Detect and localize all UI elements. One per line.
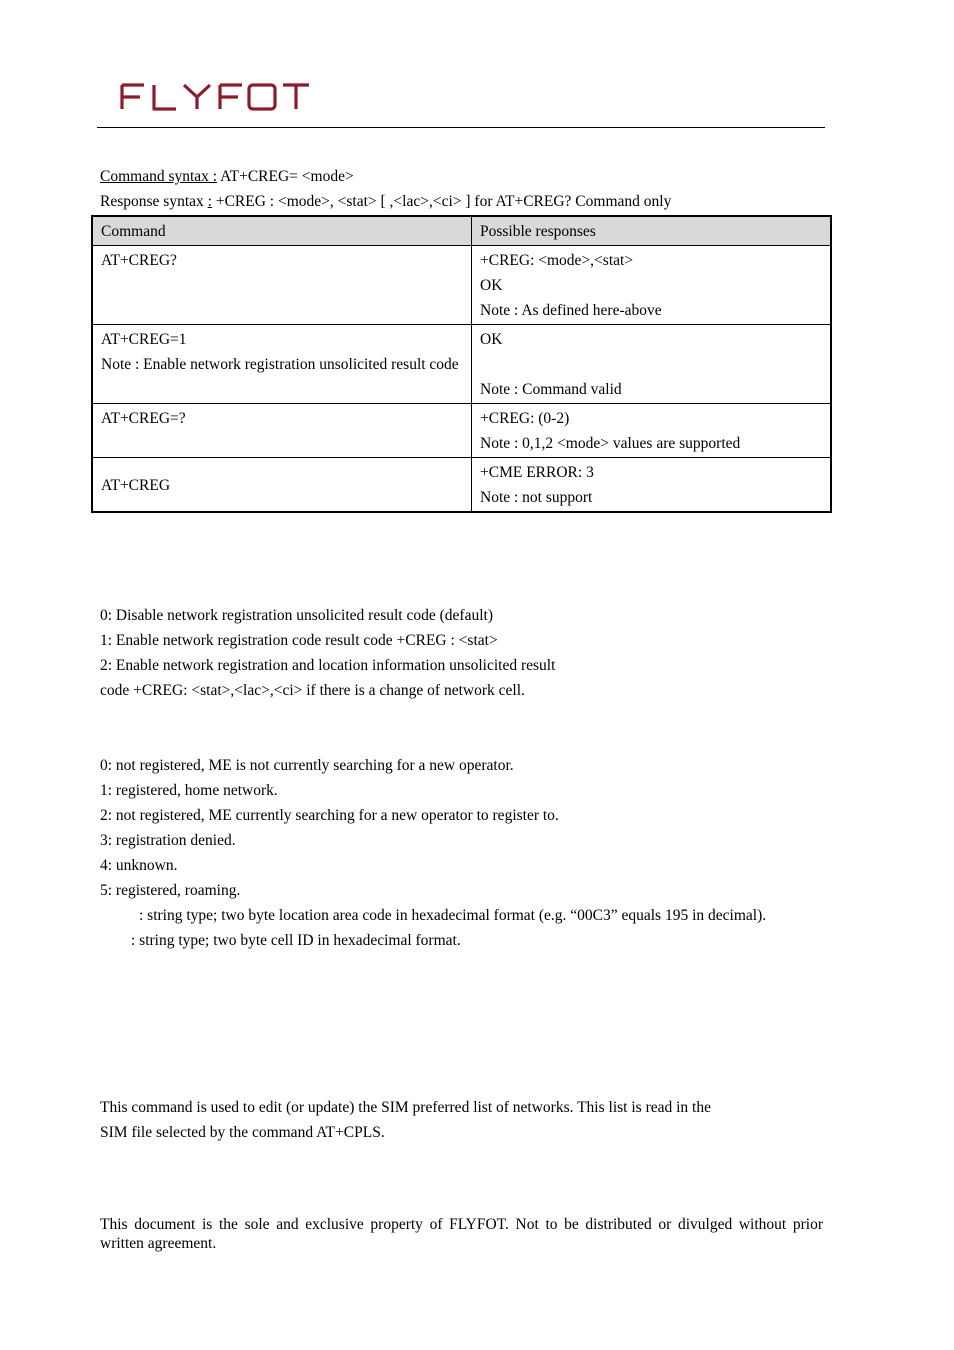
stat-value-0: 0: not registered, ME is not currently searching for a new operator. — [100, 757, 514, 774]
table-header-command: Command — [92, 216, 472, 246]
response-syntax-value: +CREG : <mode>, <stat> [ ,<lac>,<ci> ] for AT+CREG? Command only — [211, 193, 672, 210]
command-text: AT+CREG=? — [101, 410, 186, 427]
command-syntax-label: Command syntax : — [100, 168, 218, 185]
mode-value-2-cont: code +CREG: <stat>,<lac>,<ci> if there is a change of network cell. — [100, 682, 525, 699]
lac-description: : string type; two byte location area code in hexadecimal format (e.g. “00C3” equals 195 in decimal). — [139, 907, 767, 924]
table-header-responses: Possible responses — [472, 216, 832, 246]
command-table — [91, 215, 832, 513]
stat-value-2: 2: not registered, ME currently searching for a new operator to register to. — [100, 807, 559, 824]
command-cell — [92, 458, 472, 513]
stat-value-3: 3: registration denied. — [100, 832, 236, 849]
cpol-description-line-1: This command is used to edit (or update) the SIM preferred list of networks. This list is read in the — [100, 1099, 711, 1116]
command-text: AT+CREG — [101, 476, 171, 494]
response-syntax — [100, 192, 671, 212]
stat-value-5: 5: registered, roaming. — [100, 882, 241, 899]
stat-value-1: 1: registered, home network. — [100, 782, 278, 799]
response-syntax-label-text: Response syntax : — [100, 193, 212, 210]
mode-value-2: 2: Enable network registration and location information unsolicited result — [100, 657, 556, 674]
stat-value-4: 4: unknown. — [100, 857, 178, 874]
response-line — [480, 352, 823, 377]
footer-notice: This document is the sole and exclusive property of FLYFOT. Not to be distributed or divulged without prior written agreement. — [100, 1216, 823, 1252]
response-line: Note : As defined here-above — [480, 302, 662, 319]
table-header-row — [92, 216, 831, 246]
header-rule — [97, 127, 825, 128]
response-line: +CREG: (0-2) — [480, 410, 570, 427]
response-line: +CME ERROR: 3 — [480, 464, 594, 481]
responses-cell — [472, 246, 832, 325]
command-note: Note : Enable network registration unsolicited result code — [101, 356, 459, 373]
cpol-description-line-2: SIM file selected by the command AT+CPLS. — [100, 1124, 385, 1141]
command-text: AT+CREG=1 — [101, 331, 187, 348]
mode-value-1: 1: Enable network registration code result code +CREG : <stat> — [100, 632, 498, 649]
responses-cell — [472, 404, 832, 458]
command-cell — [92, 404, 472, 458]
response-line: Note : not support — [480, 489, 593, 506]
command-cell — [92, 325, 472, 404]
flyfot-logo — [118, 80, 312, 114]
command-syntax-value: AT+CREG= <mode> — [217, 168, 354, 185]
command-cell — [92, 246, 472, 325]
command-text: AT+CREG? — [101, 252, 177, 269]
responses-cell — [472, 458, 832, 513]
mode-value-0: 0: Disable network registration unsolicited result code (default) — [100, 607, 493, 624]
response-line: Note : Command valid — [480, 381, 622, 398]
table-row — [92, 246, 831, 325]
response-line: OK — [480, 331, 503, 348]
responses-cell — [472, 325, 832, 404]
ci-description: : string type; two byte cell ID in hexadecimal format. — [131, 932, 461, 949]
response-line: +CREG: <mode>,<stat> — [480, 252, 634, 269]
table-row — [92, 325, 831, 404]
response-syntax-label — [100, 193, 212, 210]
response-line: Note : 0,1,2 <mode> values are supported — [480, 435, 741, 452]
command-syntax — [100, 167, 354, 187]
table-row — [92, 404, 831, 458]
response-line: OK — [480, 277, 503, 294]
table-row — [92, 458, 831, 513]
